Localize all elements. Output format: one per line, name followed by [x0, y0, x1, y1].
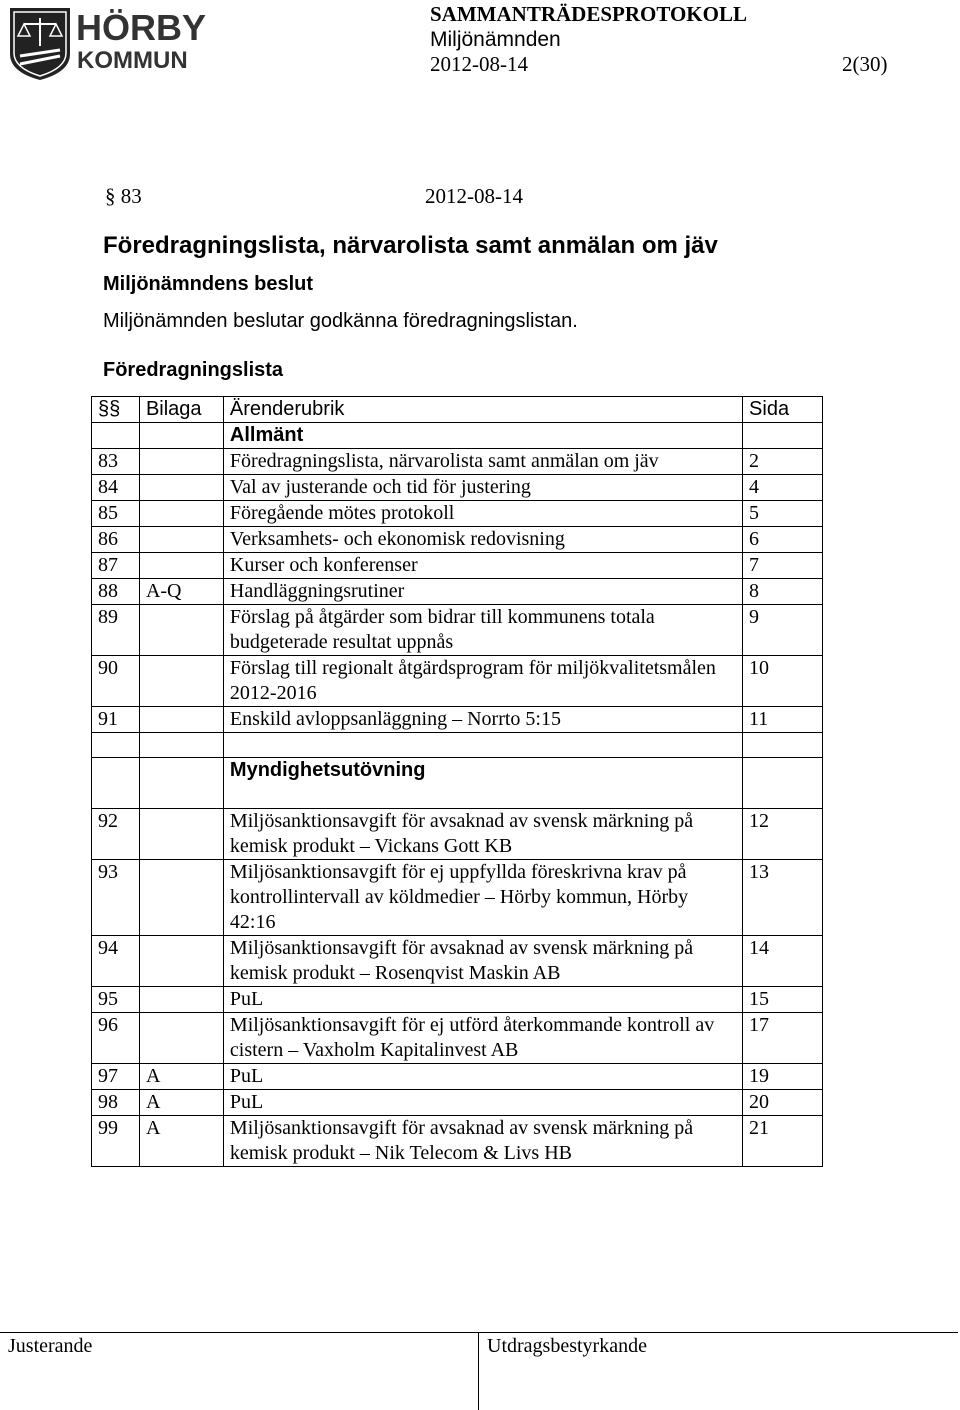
cell-rubrik: PuL	[223, 1090, 742, 1116]
cell-rubrik: Miljösanktionsavgift för avsaknad av svensk märkning på kemisk produkt – Vickans Gott KB	[223, 809, 742, 860]
table-row	[92, 1116, 823, 1167]
cell-paragraph: 88	[92, 579, 140, 605]
table-row	[92, 605, 823, 656]
col-header-paragraph: §§	[92, 397, 140, 423]
cell-paragraph: 89	[92, 605, 140, 656]
table-row	[92, 527, 823, 553]
cell-bilaga	[139, 527, 223, 553]
table-cell-empty	[92, 758, 140, 809]
cell-rubrik: Miljösanktionsavgift för ej utförd återkommande kontroll av cistern – Vaxholm Kapitalinvest AB	[223, 1013, 742, 1064]
table-row	[92, 449, 823, 475]
cell-sida: 17	[743, 1013, 823, 1064]
cell-paragraph: 95	[92, 987, 140, 1013]
table-cell-empty	[92, 733, 140, 758]
cell-paragraph: 92	[92, 809, 140, 860]
agenda-heading: Föredragningslista	[103, 359, 284, 381]
cell-sida: 7	[743, 553, 823, 579]
cell-paragraph: 85	[92, 501, 140, 527]
table-header-row	[92, 397, 823, 423]
cell-sida: 14	[743, 936, 823, 987]
cell-bilaga	[139, 860, 223, 936]
cell-bilaga: A	[139, 1116, 223, 1167]
table-row	[92, 475, 823, 501]
cell-rubrik: Verksamhets- och ekonomisk redovisning	[223, 527, 742, 553]
cell-bilaga	[139, 987, 223, 1013]
cell-paragraph: 94	[92, 936, 140, 987]
coat-of-arms-icon	[10, 8, 70, 80]
cell-sida: 15	[743, 987, 823, 1013]
table-group-heading: Allmänt	[223, 423, 742, 449]
col-header-rubrik: Ärenderubrik	[223, 397, 742, 423]
cell-paragraph: 87	[92, 553, 140, 579]
committee-name: Miljönämnden	[430, 28, 561, 51]
paragraph-number: § 83	[105, 184, 142, 208]
signature-field-utdragsbestyrkande: Utdragsbestyrkande	[487, 1335, 647, 1357]
cell-paragraph: 98	[92, 1090, 140, 1116]
table-row	[92, 987, 823, 1013]
paragraph-date: 2012-08-14	[425, 184, 523, 208]
cell-paragraph: 96	[92, 1013, 140, 1064]
cell-paragraph: 90	[92, 656, 140, 707]
footer-divider	[0, 1332, 958, 1333]
cell-rubrik: Handläggningsrutiner	[223, 579, 742, 605]
cell-bilaga	[139, 936, 223, 987]
cell-sida: 5	[743, 501, 823, 527]
cell-bilaga	[139, 475, 223, 501]
cell-bilaga: A	[139, 1090, 223, 1116]
cell-bilaga	[139, 656, 223, 707]
decision-heading: Miljönämndens beslut	[103, 273, 314, 295]
cell-paragraph: 97	[92, 1064, 140, 1090]
meeting-date: 2012-08-14	[430, 52, 528, 76]
table-cell-empty	[743, 423, 823, 449]
cell-rubrik: Föregående mötes protokoll	[223, 501, 742, 527]
table-row	[92, 553, 823, 579]
logo-line2: KOMMUN	[77, 47, 188, 74]
document-type: SAMMANTRÄDESPROTOKOLL	[430, 2, 747, 26]
table-row	[92, 579, 823, 605]
col-header-sida: Sida	[743, 397, 823, 423]
cell-rubrik: Miljösanktionsavgift för ej uppfyllda föreskrivna krav på kontrollintervall av köldmedier – Hörby kommun, Hörby 42:16	[223, 860, 742, 936]
table-cell-empty	[223, 733, 742, 758]
table-spacer-row	[92, 733, 823, 758]
table-row	[92, 656, 823, 707]
table-row	[92, 1090, 823, 1116]
page-title: Föredragningslista, närvarolista samt anmälan om jäv	[103, 232, 718, 259]
cell-sida: 2	[743, 449, 823, 475]
cell-sida: 11	[743, 707, 823, 733]
table-row	[92, 707, 823, 733]
cell-paragraph: 86	[92, 527, 140, 553]
cell-rubrik: Förslag till regionalt åtgärdsprogram för miljökvalitetsmålen 2012-2016	[223, 656, 742, 707]
cell-sida: 19	[743, 1064, 823, 1090]
table-row	[92, 1064, 823, 1090]
logo-line1: HÖRBY	[76, 7, 207, 48]
footer-vertical-divider	[478, 1332, 479, 1410]
cell-sida: 6	[743, 527, 823, 553]
page-number: 2(30)	[842, 52, 888, 76]
cell-sida: 12	[743, 809, 823, 860]
cell-rubrik: Miljösanktionsavgift för avsaknad av svensk märkning på kemisk produkt – Nik Telecom & Livs HB	[223, 1116, 742, 1167]
table-row	[92, 860, 823, 936]
cell-sida: 13	[743, 860, 823, 936]
agenda-table	[91, 396, 823, 1167]
cell-rubrik: Val av justerande och tid för justering	[223, 475, 742, 501]
table-row	[92, 501, 823, 527]
cell-bilaga	[139, 1013, 223, 1064]
cell-bilaga	[139, 809, 223, 860]
signature-field-justerande: Justerande	[8, 1335, 93, 1357]
cell-paragraph: 99	[92, 1116, 140, 1167]
cell-sida: 4	[743, 475, 823, 501]
cell-paragraph: 83	[92, 449, 140, 475]
cell-paragraph: 84	[92, 475, 140, 501]
cell-rubrik: Enskild avloppsanläggning – Norrto 5:15	[223, 707, 742, 733]
hörby-kommun-logo	[8, 6, 207, 82]
cell-rubrik: PuL	[223, 987, 742, 1013]
table-row	[92, 936, 823, 987]
cell-rubrik: Förslag på åtgärder som bidrar till kommunens totala budgeterade resultat uppnås	[223, 605, 742, 656]
cell-bilaga	[139, 707, 223, 733]
col-header-bilaga: Bilaga	[139, 397, 223, 423]
cell-rubrik: Kurser och konferenser	[223, 553, 742, 579]
cell-bilaga: A	[139, 1064, 223, 1090]
cell-rubrik: Miljösanktionsavgift för avsaknad av svensk märkning på kemisk produkt – Rosenqvist Maskin AB	[223, 936, 742, 987]
table-cell-empty	[139, 423, 223, 449]
cell-paragraph: 91	[92, 707, 140, 733]
table-cell-empty	[139, 758, 223, 809]
table-cell-empty	[92, 423, 140, 449]
cell-sida: 21	[743, 1116, 823, 1167]
table-cell-empty	[743, 733, 823, 758]
cell-sida: 8	[743, 579, 823, 605]
cell-sida: 10	[743, 656, 823, 707]
cell-rubrik: PuL	[223, 1064, 742, 1090]
table-group-heading: Myndighetsutövning	[223, 758, 742, 809]
cell-bilaga	[139, 501, 223, 527]
cell-rubrik: Föredragningslista, närvarolista samt anmälan om jäv	[223, 449, 742, 475]
cell-paragraph: 93	[92, 860, 140, 936]
table-group-row	[92, 423, 823, 449]
table-cell-empty	[743, 758, 823, 809]
cell-bilaga	[139, 449, 223, 475]
cell-sida: 9	[743, 605, 823, 656]
cell-sida: 20	[743, 1090, 823, 1116]
cell-bilaga: A-Q	[139, 579, 223, 605]
cell-bilaga	[139, 605, 223, 656]
table-row	[92, 1013, 823, 1064]
table-group-row	[92, 758, 823, 809]
table-row	[92, 809, 823, 860]
cell-bilaga	[139, 553, 223, 579]
table-cell-empty	[139, 733, 223, 758]
decision-text: Miljönämnden beslutar godkänna föredragningslistan.	[103, 310, 578, 332]
